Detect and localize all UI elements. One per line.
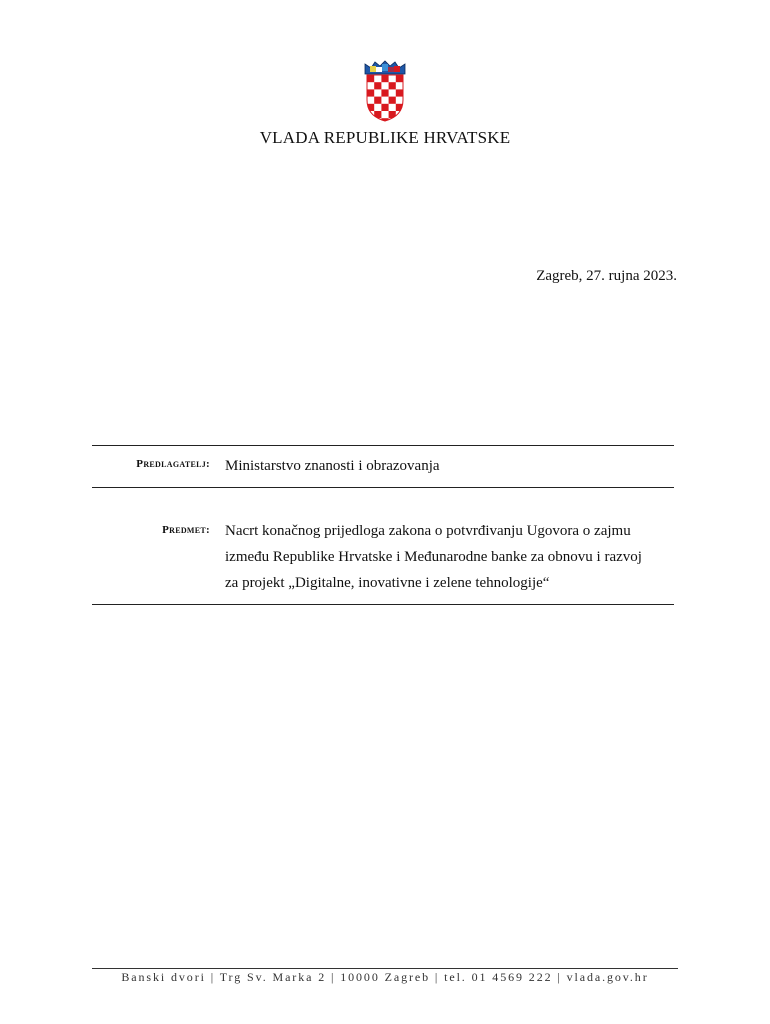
footer-divider (92, 968, 678, 969)
subject-label: Predmet: (162, 524, 210, 536)
divider-middle (92, 487, 674, 488)
divider-top (92, 445, 674, 446)
government-title: VLADA REPUBLIKE HRVATSKE (259, 128, 511, 147)
croatian-coat-of-arms-icon (359, 60, 411, 122)
subject-line: između Republike Hrvatske i Međunarodne banke za obnovu i razvoj (225, 549, 642, 565)
proposer-value: Ministarstvo znanosti i obrazovanja (225, 458, 440, 474)
date-line: Zagreb, 27. rujna 2023. (536, 268, 677, 284)
crown (365, 61, 405, 74)
footer-address: Banski dvori | Trg Sv. Marka 2 | 10000 Zagreb | tel. 01 4569 222 | vlada.gov.hr (121, 970, 649, 984)
subject-text (225, 518, 677, 596)
subject-line: za projekt „Digitalne, inovativne i zelene tehnologije“ (225, 575, 550, 591)
subject-line: Nacrt konačnog prijedloga zakona o potvrđivanju Ugovora o zajmu (225, 523, 631, 539)
proposer-label: Predlagatelj: (136, 458, 210, 470)
checkered-shield (367, 75, 403, 122)
divider-bottom (92, 604, 674, 605)
